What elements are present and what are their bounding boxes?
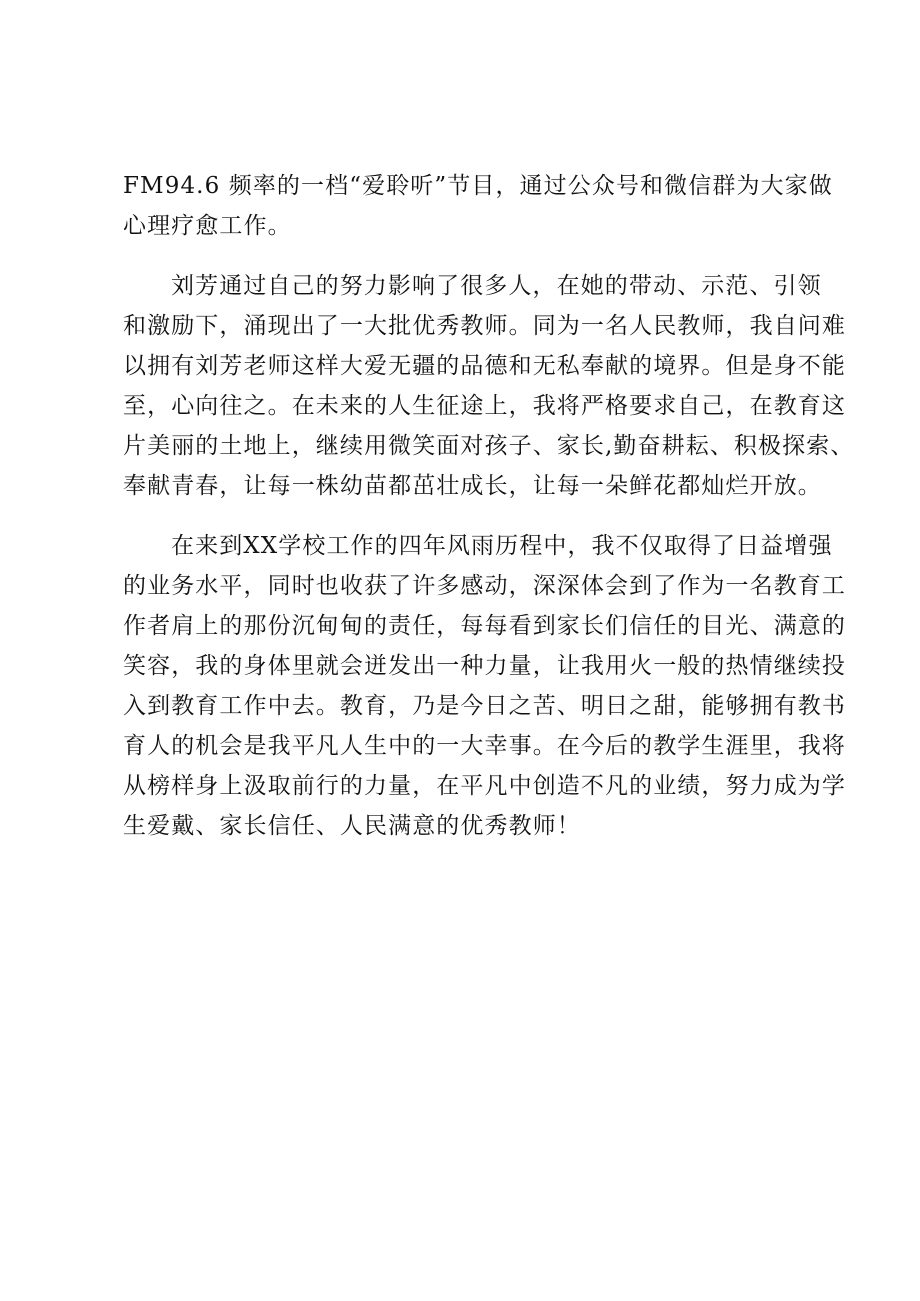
paragraph-line: 从榜样身上汲取前行的力量，在平凡中创造不凡的业绩，努力成为学 <box>123 773 846 799</box>
paragraph-line: 育人的机会是我平凡人生中的一大幸事。在今后的教学生涯里，我将 <box>123 733 846 759</box>
paragraph-line: 心理疗愈工作。 <box>123 213 292 239</box>
paragraph-line: 片美丽的土地上，继续用微笑面对孩子、家长,勤奋耕耘、积极探索、 <box>123 433 855 459</box>
paragraph-line: FM94.6 频率的一档“爱聆听”节目，通过公众号和微信群为大家做 <box>123 173 833 199</box>
paragraph-line: 生爱戴、家长信任、人民满意的优秀教师！ <box>123 813 581 839</box>
paragraph-line: 至，心向往之。在未来的人生征途上，我将严格要求自己，在教育这 <box>123 393 846 419</box>
paragraph-line: 以拥有刘芳老师这样大爱无疆的品德和无私奉献的境界。但是身不能 <box>123 353 846 379</box>
paragraph-line: 的业务水平，同时也收获了许多感动，深深体会到了作为一名教育工 <box>123 573 846 599</box>
paragraph-line: 在来到XX学校工作的四年风雨历程中，我不仅取得了日益增强 <box>171 533 833 559</box>
document-body <box>123 166 855 846</box>
paragraph-line: 入到教育工作中去。教育，乃是今日之苦、明日之甜，能够拥有教书 <box>123 693 846 719</box>
paragraph-line: 奉献青春，让每一株幼苗都茁壮成长，让每一朵鲜花都灿烂开放。 <box>123 473 822 499</box>
paragraph-3 <box>123 526 846 846</box>
paragraph-line: 笑容，我的身体里就会迸发出一种力量，让我用火一般的热情继续投 <box>123 653 846 679</box>
paragraph-2 <box>123 266 855 506</box>
paragraph-line: 刘芳通过自己的努力影响了很多人，在她的带动、示范、引领 <box>171 273 822 299</box>
paragraph-line: 和激励下，涌现出了一大批优秀教师。同为一名人民教师，我自问难 <box>123 313 846 339</box>
paragraph-1 <box>123 166 833 246</box>
paragraph-line: 作者肩上的那份沉甸甸的责任，每每看到家长们信任的目光、满意的 <box>123 613 846 639</box>
